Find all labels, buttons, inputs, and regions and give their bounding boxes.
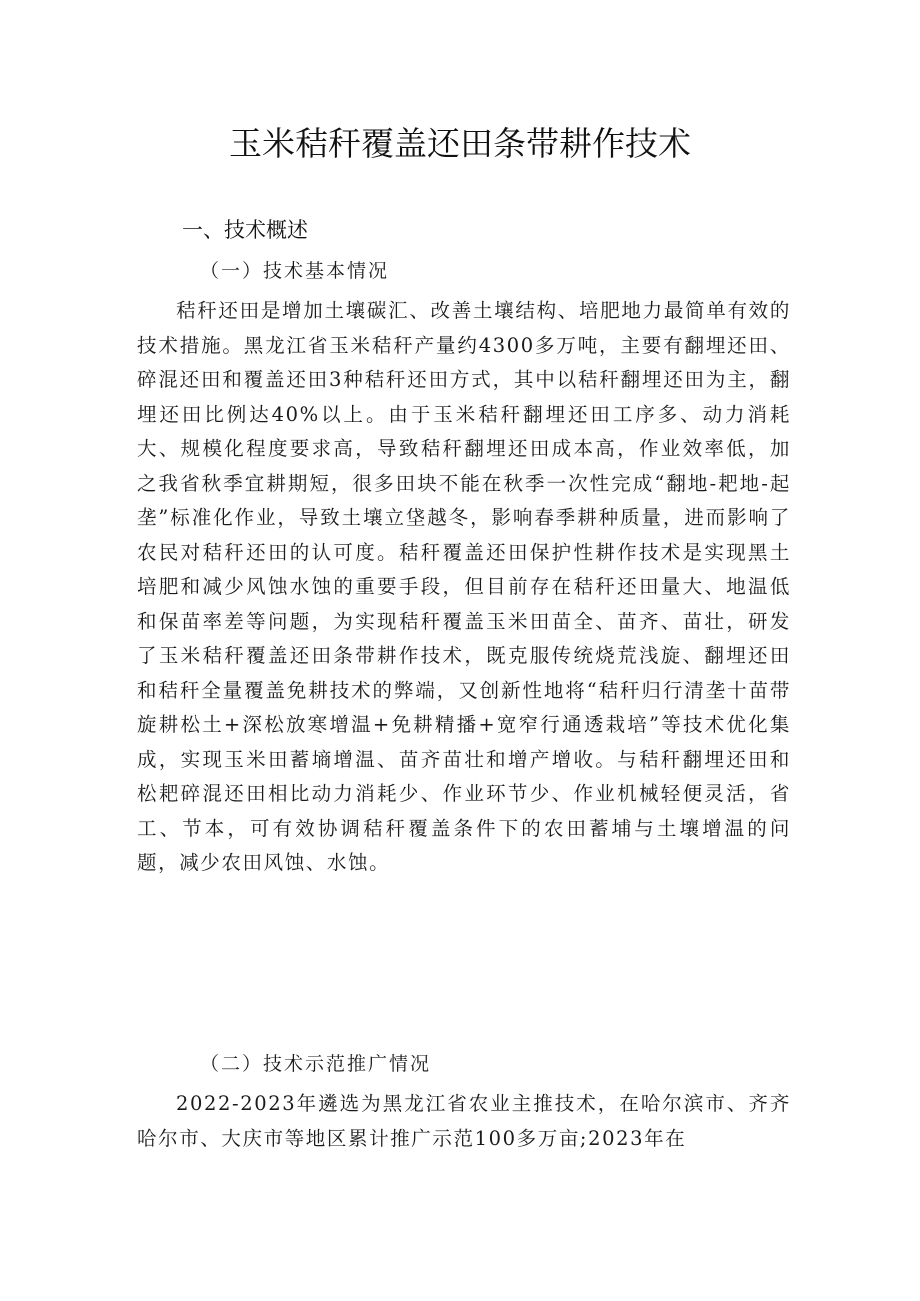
body-paragraph-basic-situation: 秸秆还田是增加土壤碳汇、改善土壤结构、培肥地力最简单有效的技术措施。黑龙江省玉米秸秆产量约4300多万吨，主要有翻埋还田、碎混还田和覆盖还田3种秸秆还田方式，其中以秸秆翻埋还田为主，翻埋还田比例达40%以上。由于玉米秸秆翻埋还田工序多、动力消耗大、规模化程度要求高，导致秸秆翻埋还田成本高，作业效率低，加之我省秋季宜耕期短，很多田块不能在秋季一次性完成“翻地-耙地-起垄”标准化作业，导致土壤立垡越冬，影响春季耕种质量，进而影响了农民对秸秆还田的认可度。秸秆覆盖还田保护性耕作技术是实现黑土培肥和减少风蚀水蚀的重要手段，但目前存在秸秆还田量大、地温低和保苗率差等问题，为实现秸秆覆盖玉米田苗全、苗齐、苗壮，研发了玉米秸秆覆盖还田条带耕作技术，既克服传统烧荒浅旋、翻埋还田和秸秆全量覆盖免耕技术的弊端，又创新性地将“秸秆归行清垄十苗带旋耕松土+深松放寒增温+免耕精播+宽窄行通透栽培”等技术优化集成，实现玉米田蓄墒增温、苗齐苗壮和增产增收。与秸秆翻埋还田和松耙碎混还田相比动力消耗少、作业环节少、作业机械轻便灵活，省工、节本，可有效协调秸秆覆盖条件下的农田蓄埔与土壤增温的问题，减少农田风蚀、水蚀。 (137, 299, 791, 874)
subsection-heading-promotion: （二）技术示范推广情况 (200, 1053, 432, 1075)
section-heading-overview: 一、技术概述 (182, 218, 308, 242)
subsection-heading-basic-situation: （一）技术基本情况 (200, 260, 390, 282)
body-paragraph-promotion: 2022-2023年遴选为黑龙江省农业主推技术，在哈尔滨市、齐齐哈尔市、大庆市等地区累计推广示范100多万亩;2023年在 (137, 1092, 791, 1150)
document-title: 玉米秸秆覆盖还田条带耕作技术 (229, 124, 691, 163)
